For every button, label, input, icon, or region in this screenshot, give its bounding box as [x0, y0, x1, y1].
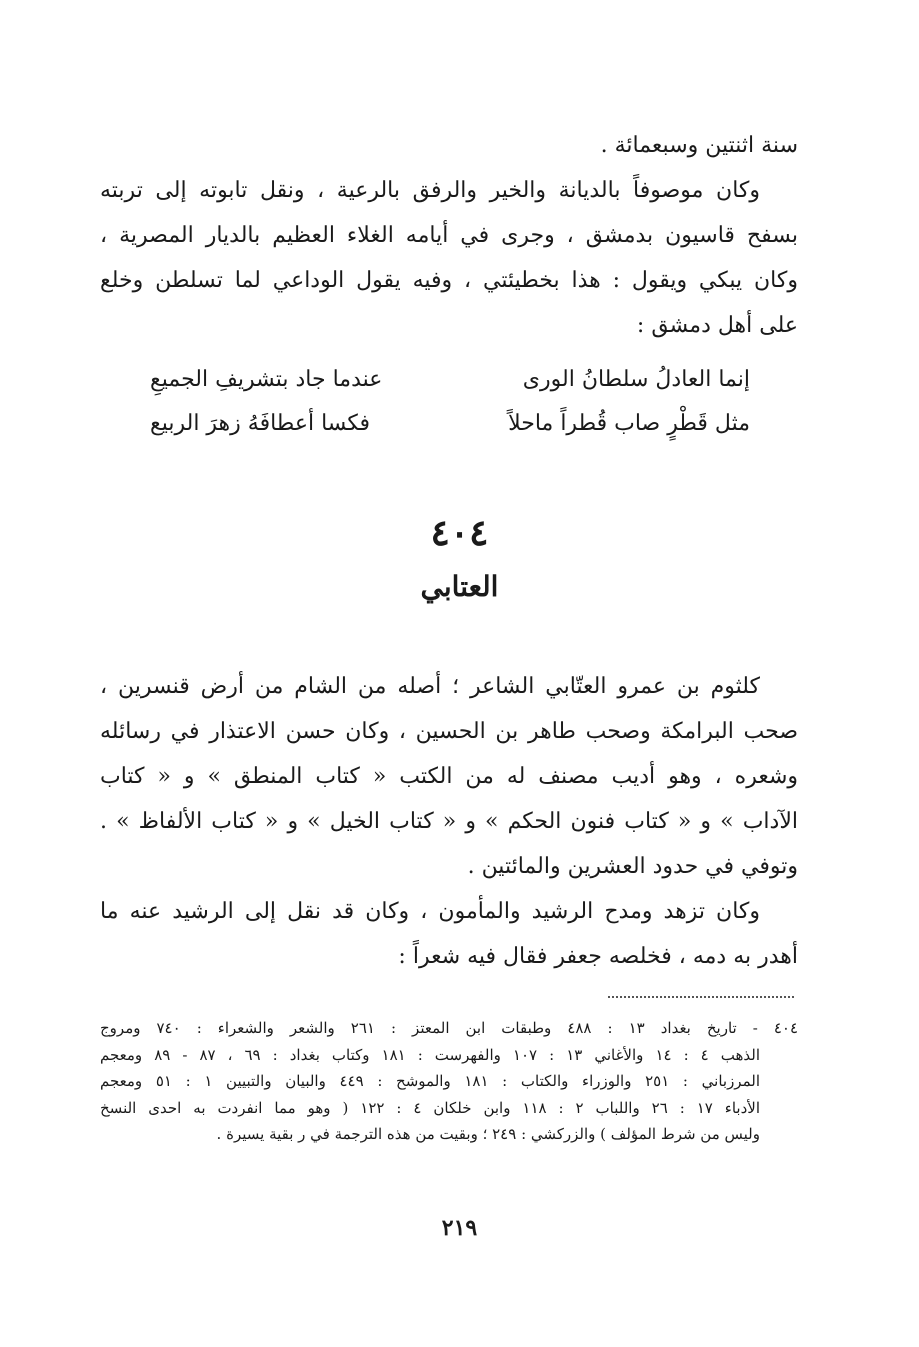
text-line: وكان يبكي ويقول : هذا بخطيئتي ، وفيه يقول الوداعي لما تسلطن وخلع	[100, 268, 798, 293]
footnote-line: ٤٠٤ - تاريخ بغداد ١٣ : ٤٨٨ وطبقات ابن المعتز : ٢٦١ والشعر والشعراء : ٧٤٠ ومروج	[100, 1019, 798, 1037]
verse-second-hemistich: عندما جاد بتشريفِ الجميعِ	[150, 367, 383, 392]
text-line: صحب البرامكة وصحب طاهر بن الحسين ، وكان حسن الاعتذار في رسائله	[100, 719, 798, 744]
poem-verse	[150, 360, 750, 400]
text-line: وكان تزهد ومدح الرشيد والمأمون ، وكان قد نقل إلى الرشيد عنه ما	[100, 899, 760, 924]
text-line: وكان موصوفاً بالديانة والخير والرفق بالرعية ، ونقل تابوته إلى تربته	[100, 178, 760, 203]
text-line: على أهل دمشق :	[636, 313, 798, 338]
poem-verse	[150, 404, 750, 444]
text-line: وشعره ، وهو أديب مصنف له من الكتب « كتاب المنطق » و « كتاب	[100, 764, 798, 789]
footnote-line: الذهب ٤ : ١٤ والأغاني ١٣ : ١٠٧ والفهرست : ١٨١ وكتاب بغداد : ٦٩ ، ٨٧ - ٨٩ ومعجم	[100, 1045, 761, 1064]
footnote-line: المرزباني : ٢٥١ والوزراء والكتاب : ١٨١ والموشح : ٤٤٩ والبيان والتبيين ١ : ٥١ ومعجم	[100, 1072, 760, 1090]
text-line: وتوفي في حدود العشرين والمائتين .	[467, 854, 798, 879]
page-number: ٢١٩	[441, 1215, 478, 1241]
verse-first-hemistich: إنما العادلُ سلطانُ الورى	[522, 367, 750, 392]
text-line: أهدر به دمه ، فخلصه جعفر فقال فيه شعراً :	[398, 944, 798, 969]
entry-title: العتابي	[420, 570, 499, 603]
footnote-line: الأدباء ١٧ : ٢٦ واللباب ٢ : ١١٨ وابن خلكان ٤ : ١٢٢ ( وهو مما انفردت به احدى النسخ	[100, 1098, 761, 1117]
entry-body-text	[100, 664, 798, 979]
text-line: سنة اثنتين وسبعمائة .	[600, 133, 798, 158]
footnote-divider	[608, 996, 794, 998]
verse-second-hemistich: فكسا أعطافَهُ زهرَ الربيع	[150, 411, 371, 436]
text-line: كلثوم بن عمرو العتّابي الشاعر ؛ أصله من الشام من أرض قنسرين ،	[100, 674, 760, 699]
verse-first-hemistich: مثل قَطْرٍ صاب قُطراً ماحلاً	[508, 411, 750, 436]
text-line: بسفح قاسيون بدمشق ، وجرى في أيامه الغلاء العظيم بالديار المصرية ،	[100, 223, 798, 248]
entry-number: ٤٠٤	[430, 512, 489, 554]
text-line: الآداب » و « كتاب فنون الحكم » و « كتاب الخيل » و « كتاب الألفاظ » .	[100, 809, 798, 834]
footnotes	[100, 1015, 798, 1148]
footnote-line: وليس من شرط المؤلف ) والزركشي : ٢٤٩ ؛ وبقيت من هذه الترجمة في ر بقية يسيرة .	[216, 1125, 760, 1143]
previous-entry-text	[100, 123, 798, 348]
